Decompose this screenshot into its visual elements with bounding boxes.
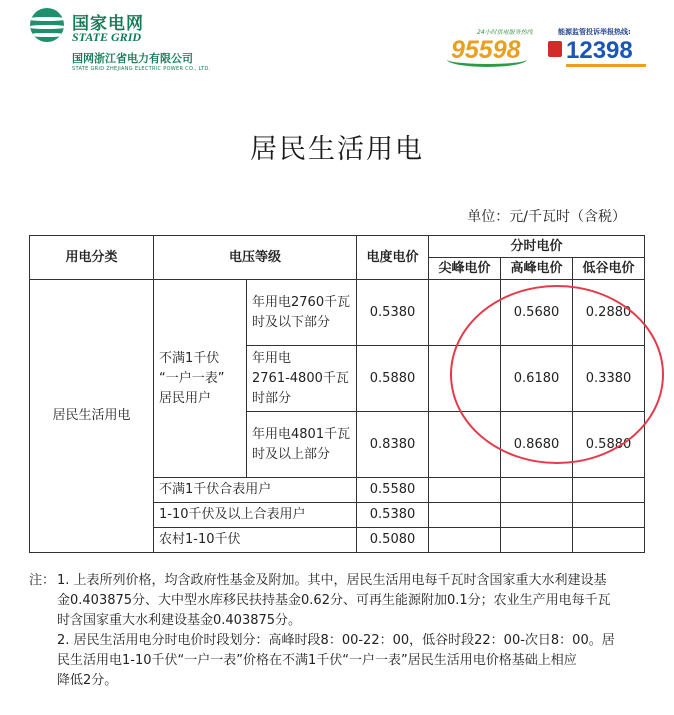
tier-line: 年用电 — [252, 350, 292, 366]
note2-number: 2. — [57, 633, 70, 648]
group-label-line3: 居民用户 — [159, 390, 212, 406]
sharp-cell — [429, 346, 501, 412]
note2-line: 降低2分。 — [57, 673, 118, 688]
notes-section — [29, 571, 649, 691]
hotline-95598-number: 95598 — [451, 36, 521, 64]
header-peak: 高峰电价 — [501, 258, 573, 280]
note1-number: 1. — [57, 573, 70, 588]
peak-cell: 0.6180 — [501, 346, 573, 412]
peak-cell: 0.8680 — [501, 412, 573, 478]
category-cell: 居民生活用电 — [30, 280, 154, 553]
page-title: 居民生活用电 — [250, 134, 424, 165]
price-cell: 0.5380 — [357, 503, 429, 528]
tier-cell — [247, 346, 357, 412]
note1-line: 时含国家重大水利建设基金0.403875分。 — [57, 613, 302, 628]
price-cell: 0.5380 — [357, 280, 429, 346]
other-label-cell: 不满1千伏合表用户 — [154, 478, 357, 503]
hotline-12398-tag: 能源监管投诉举报热线: — [558, 28, 631, 36]
state-grid-logo-icon — [30, 8, 64, 42]
valley-cell: 0.3380 — [573, 346, 645, 412]
header-category: 用电分类 — [30, 236, 154, 280]
company-name-en: STATE GRID ZHEJIANG ELECTRIC POWER CO., LTD. — [72, 66, 211, 72]
swoosh-icon — [447, 52, 527, 67]
hotline-12398-logo — [548, 27, 658, 67]
price-cell: 0.5580 — [357, 478, 429, 503]
company-name-cn: 国网浙江省电力有限公司 — [72, 52, 193, 65]
group-label-line1: 不满1千伏 — [159, 350, 220, 366]
building-icon — [548, 41, 562, 57]
price-cell: 0.5080 — [357, 528, 429, 553]
price-cell: 0.8380 — [357, 412, 429, 478]
hotline-95598-logo — [447, 30, 537, 64]
brand-name-en: STATE GRID — [72, 30, 142, 44]
sharp-cell — [429, 280, 501, 346]
header-voltage: 电压等级 — [154, 236, 357, 280]
tier-line: 时部分 — [252, 390, 292, 406]
tier-line: 2761-4800千瓦 — [252, 370, 349, 386]
letterhead — [0, 0, 674, 80]
header-kwh-price: 电度电价 — [357, 236, 429, 280]
unit-label: 单位：元/千瓦时（含税） — [467, 209, 626, 225]
brand-name-cn: 国家电网 — [72, 14, 144, 34]
notes-prefix: 注： — [29, 573, 56, 588]
valley-cell: 0.2880 — [573, 280, 645, 346]
underline-bar — [566, 64, 646, 67]
price-cell: 0.5880 — [357, 346, 429, 412]
hotline-12398-number: 12398 — [566, 37, 633, 64]
group-label-line2: “一户一表” — [159, 370, 225, 386]
group-label-cell — [154, 280, 247, 478]
note1-line: 金0.403875分、大中型水库移民扶持基金0.62分、可再生能源附加0.1分；农业生产用电每千瓦 — [57, 593, 611, 608]
peak-cell: 0.5680 — [501, 280, 573, 346]
price-table — [29, 235, 645, 553]
tier-line: 时及以下部分 — [252, 314, 331, 330]
note2-line: 民生活用电1-10千伏“一户一表”价格在不满1千伏“一户一表”居民生活用电价格基础上相应 — [57, 653, 577, 668]
header-valley: 低谷电价 — [573, 258, 645, 280]
tier-line: 时及以上部分 — [252, 446, 331, 462]
note1-line: 上表所列价格，均含政府性基金及附加。其中，居民生活用电每千瓦时含国家重大水利建设基 — [73, 573, 607, 588]
tier-line: 年用电4801千瓦 — [252, 426, 351, 442]
header-tou: 分时电价 — [429, 236, 645, 258]
tier-cell — [247, 412, 357, 478]
header-peak-sharp: 尖峰电价 — [429, 258, 501, 280]
tier-line: 年用电2760千瓦 — [252, 294, 351, 310]
other-label-cell: 1-10千伏及以上合表用户 — [154, 503, 357, 528]
note2-line: 居民生活用电分时电价时段划分：高峰时段8：00-22：00，低谷时段22：00-次日8：00。居 — [73, 633, 615, 648]
other-label-cell: 农村1-10千伏 — [154, 528, 357, 553]
sharp-cell — [429, 412, 501, 478]
valley-cell: 0.5880 — [573, 412, 645, 478]
hotline-95598-tag: 24小时供电服务热线 — [477, 29, 533, 36]
tier-cell — [247, 280, 357, 346]
